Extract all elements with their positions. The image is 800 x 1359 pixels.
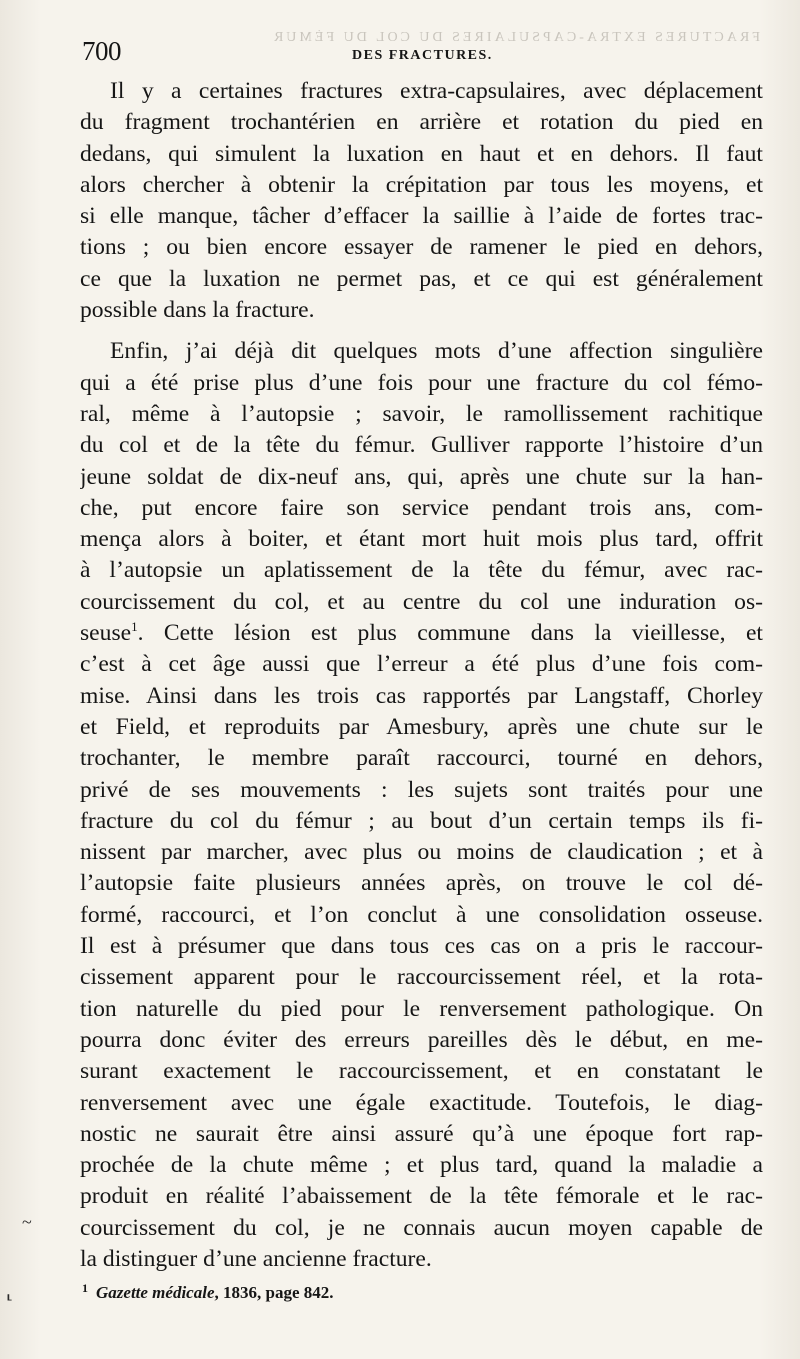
footnote: [82, 1281, 742, 1303]
text-line: dedans, qui simulent la luxation en haut et en dehors. Il faut: [80, 140, 763, 167]
text-line: produit en réalité l’abaissement de la tête fémorale et le rac-: [80, 1183, 763, 1210]
text-line: mença alors à boiter, et étant mort huit mois plus tard, offrit: [80, 526, 763, 553]
text-line: alors chercher à obtenir la crépitation par tous les moyens, et: [80, 171, 763, 198]
text-line: privé de ses mouvements : les sujets sont traités pour une: [80, 776, 763, 803]
footnote-marker: 1: [82, 1281, 88, 1295]
footnote-citation: , 1836, page 842.: [214, 1283, 334, 1302]
page-header: [82, 36, 762, 70]
text-line: mise. Ainsi dans les trois cas rapportés par Langstaff, Chorley: [80, 682, 763, 709]
text-line: possible dans la fracture.: [80, 297, 315, 324]
footnote-source: Gazette médicale: [96, 1283, 215, 1302]
body-text: [80, 76, 763, 1275]
text-line: cissement apparent pour le raccourcissement réel, et la rota-: [80, 964, 763, 991]
text-line: che, put encore faire son service pendant trois ans, com-: [80, 494, 763, 521]
text-fragment: seuse: [80, 620, 132, 647]
text-line-with-footnote: [80, 618, 763, 649]
text-line: à l’autopsie un aplatissement de la tête du fémur, avec rac-: [80, 557, 763, 584]
text-line: prochée de la chute même ; et plus tard, quand la maladie a: [80, 1152, 763, 1179]
text-line: ce que la luxation ne permet pas, et ce qui est généralement: [80, 265, 763, 292]
paragraph-gap: [80, 326, 763, 336]
text-fragment: . Cette lésion est plus commune dans la vieillesse, et: [137, 620, 763, 647]
running-head: DES FRACTURES.: [352, 48, 493, 63]
text-line: la distinguer d’une ancienne fracture.: [80, 1245, 432, 1272]
text-line: Il est à présumer que dans tous ces cas on a pris le raccour-: [80, 933, 763, 960]
text-line: formé, raccourci, et l’on conclut à une consolidation osseuse.: [80, 901, 763, 928]
text-line: courcissement du col, et au centre du col une induration os-: [80, 588, 763, 615]
footnote-reference: 1: [131, 619, 138, 635]
text-line: tion naturelle du pied pour le renversement pathologique. On: [80, 995, 763, 1022]
text-line: et Field, et reproduits par Amesbury, après une chute sur le: [80, 713, 763, 740]
text-line: surant exactement le raccourcissement, et en constatant le: [80, 1058, 763, 1085]
text-line: du fragment trochantérien en arrière et rotation du pied en: [80, 109, 763, 136]
text-line: renversement avec une égale exactitude. Toutefois, le diag-: [80, 1089, 763, 1116]
text-line: jeune soldat de dix-neuf ans, qui, après une chute sur la han-: [80, 463, 763, 490]
text-line: nostic ne saurait être ainsi assuré qu’à une époque fort rap-: [80, 1120, 763, 1147]
margin-mark: ~: [22, 1212, 32, 1232]
text-line: courcissement du col, je ne connais aucun moyen capable de: [80, 1214, 763, 1241]
text-line: ral, même à l’autopsie ; savoir, le ramollissement rachitique: [80, 400, 763, 427]
text-line: c’est à cet âge aussi que l’erreur a été plus d’une fois com-: [80, 651, 763, 678]
text-line: l’autopsie faite plusieurs années après, on trouve le col dé-: [80, 870, 763, 897]
page-number: 700: [82, 36, 121, 66]
text-line: si elle manque, tâcher d’effacer la saillie à l’aide de fortes trac-: [80, 203, 763, 230]
text-line: qui a été prise plus d’une fois pour une fracture du col fémo-: [80, 369, 763, 396]
text-line: pourra donc éviter des erreurs pareilles dès le début, en me-: [80, 1026, 763, 1053]
text-line: Il y a certaines fractures extra-capsulaires, avec déplacement: [110, 78, 763, 104]
bleed-through-text: FRACTURES EXTRA-CAPSULAIRES DU COL DU FÉMUR: [270, 30, 760, 45]
text-line: Enfin, j’ai déjà dit quelques mots d’une affection singulière: [110, 338, 763, 365]
text-line: fracture du col du fémur ; au bout d’un certain temps ils fi-: [80, 807, 763, 834]
margin-mark: ⸤: [6, 1282, 14, 1302]
text-line: trochanter, le membre paraît raccourci, tourné en dehors,: [80, 745, 763, 772]
text-line: tions ; ou bien encore essayer de ramener le pied en dehors,: [80, 234, 763, 261]
text-line: du col et de la tête du fémur. Gulliver rapporte l’histoire d’un: [80, 432, 763, 459]
text-line: nissent par marcher, avec plus ou moins de claudication ; et à: [80, 839, 763, 866]
